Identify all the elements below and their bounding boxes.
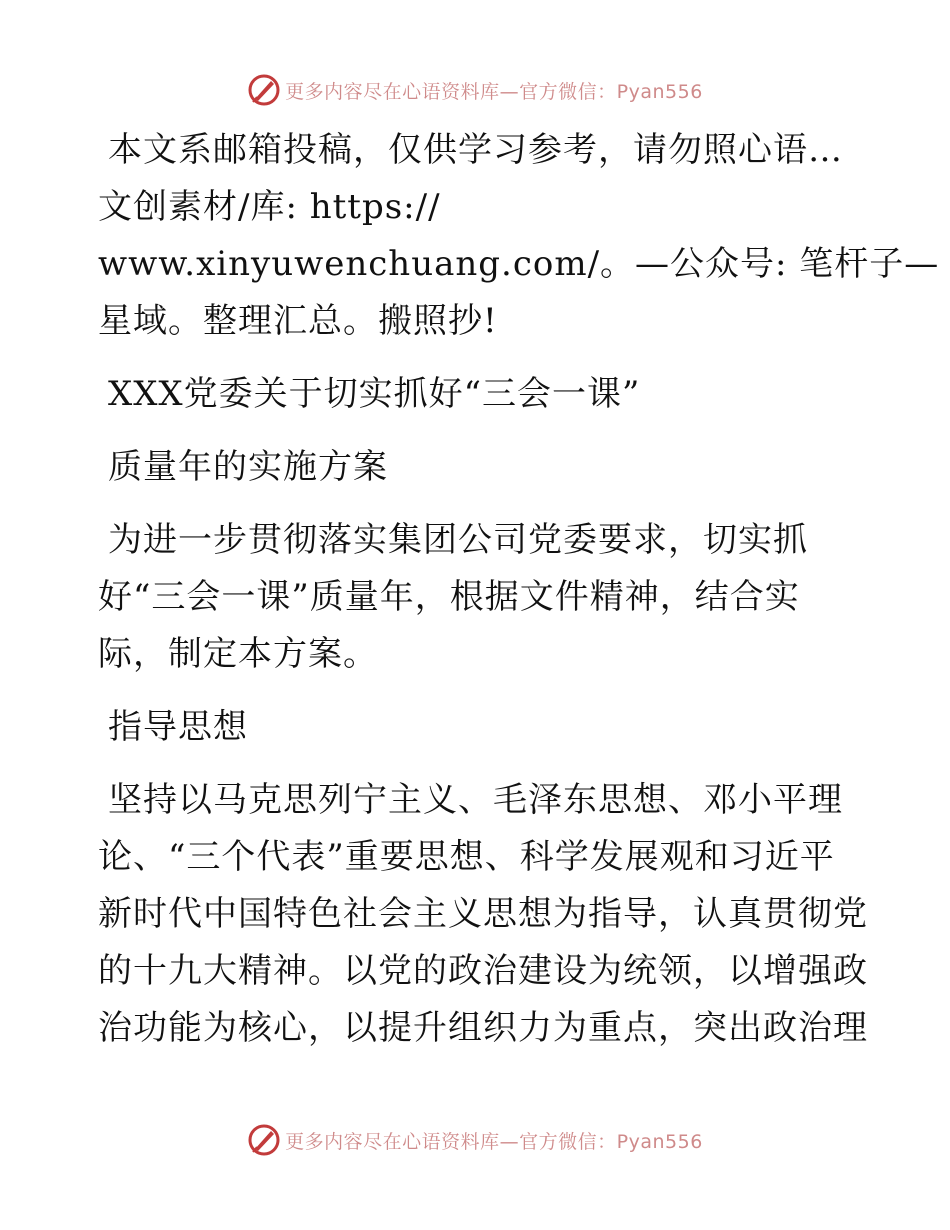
notice-line: 星域。整理汇总。搬照抄!: [98, 301, 498, 341]
quill-logo-icon: [247, 1123, 281, 1157]
body-paragraph-line: 新时代中国特色社会主义思想为指导，认真贯彻党: [98, 894, 868, 934]
footer-banner-text: 更多内容尽在心语资料库—官方微信：Pyan556: [285, 1130, 703, 1153]
body-paragraph-line: 治功能为核心，以提升组织力为重点，突出政治理: [98, 1008, 868, 1048]
notice-line: 文创素材/库: https://: [98, 187, 441, 227]
body-paragraph-line: 坚持以马克思列宁主义、毛泽东思想、邓小平理: [108, 780, 843, 820]
document-title-line: XXX党委关于切实抓好“三会一课”: [108, 374, 641, 414]
header-banner-text: 更多内容尽在心语资料库—官方微信：Pyan556: [285, 80, 703, 103]
body-paragraph-line: 论、“三个代表”重要思想、科学发展观和习近平: [98, 837, 835, 877]
quill-logo-icon: [247, 73, 281, 107]
footer-banner: [0, 1120, 950, 1160]
intro-paragraph-line: 际，制定本方案。: [98, 634, 378, 674]
intro-paragraph-line: 为进一步贯彻落实集团公司党委要求，切实抓: [108, 520, 808, 560]
body-paragraph-line: 的十九大精神。以党的政治建设为统领，以增强政: [98, 951, 868, 991]
intro-paragraph-line: 好“三会一课”质量年，根据文件精神，结合实: [98, 577, 800, 617]
document-body: [98, 122, 940, 1057]
header-banner: [0, 70, 950, 110]
notice-line: www.xinyuwenchuang.com/。—公众号: 笔杆子—: [98, 244, 940, 284]
section-heading: 指导思想: [108, 707, 248, 747]
notice-line: 本文系邮箱投稿，仅供学习参考，请勿照心语…: [108, 130, 843, 170]
document-title-line: 质量年的实施方案: [108, 447, 388, 487]
